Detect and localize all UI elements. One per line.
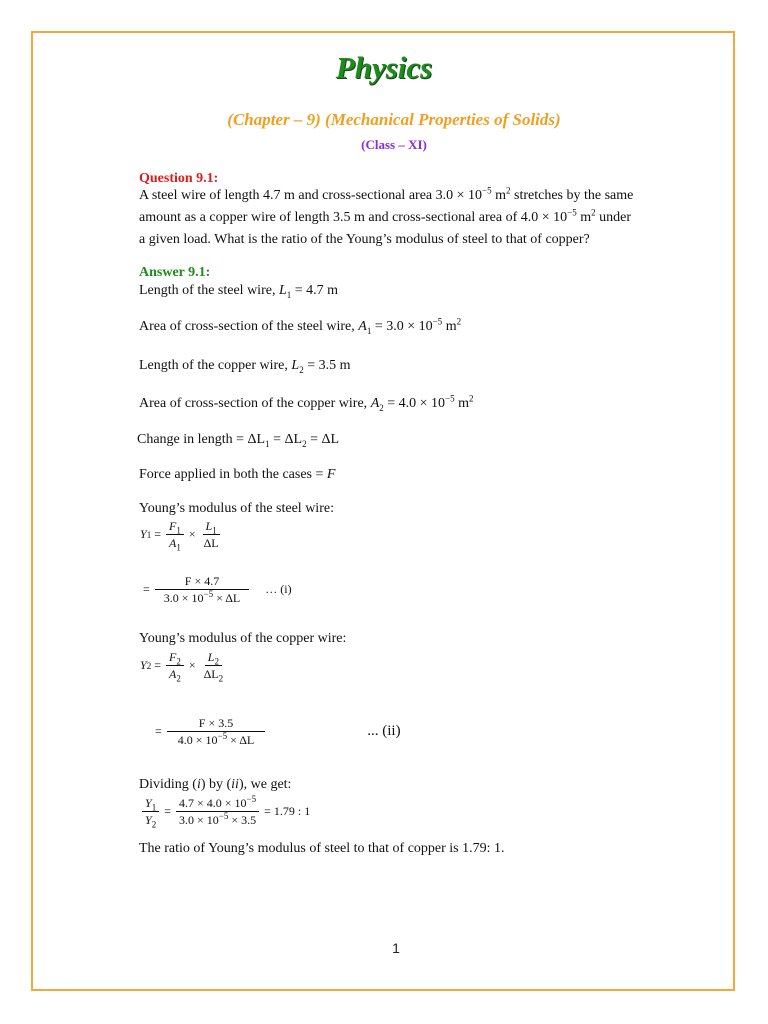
steel-area-line: Area of cross-section of the steel wire, $A_1 = 3.0 \times 10^{-5}$ $m^2$ xyxy=(139,316,462,336)
copper-modulus-substituted: = $\frac{F \times 3.5}{4.0 \times 10^{-5} \times \Delta L}$ ... (ii) xyxy=(155,716,401,747)
steel-modulus-label: Young’s modulus of the steel wire: xyxy=(139,501,334,516)
page-title: Physics xyxy=(335,50,433,85)
question-line-1: A steel wire of length 4.7 m and cross-sectional area $3.0 \times 10^{-5}$ $m^2$ stretches by the same xyxy=(139,185,634,203)
conclusion-line: The ratio of Young’s modulus of steel to that of copper is 1.79: 1. xyxy=(139,841,505,856)
question-heading: Question 9.1: xyxy=(139,171,219,186)
steel-length-line: Length of the steel wire, $L_1 = 4.7$ m xyxy=(139,283,339,300)
force-line: Force applied in both the cases = F xyxy=(139,467,336,482)
copper-area-line: Area of cross-section of the copper wire, $A_2 = 4.0 \times 10^{-5}$ $m^2$ xyxy=(139,393,474,413)
copper-modulus-label: Young’s modulus of the copper wire: xyxy=(139,631,347,646)
page-number: 1 xyxy=(392,940,400,956)
copper-length-line: Length of the copper wire, $L_2 = 3.5$ m xyxy=(139,358,351,375)
class-label: (Class – XI) xyxy=(361,137,427,152)
chapter-heading: (Chapter – 9) (Mechanical Properties of Solids) xyxy=(227,110,561,129)
question-line-3: a given load. What is the ratio of the Young’s modulus of steel to that of copper? xyxy=(139,232,590,247)
question-line-2: amount as a copper wire of length 3.5 m and cross-sectional area of $4.0 \times 10^{-5}$ $m^2$ under xyxy=(139,207,632,225)
dividing-line: Dividing (i) by (ii), we get: xyxy=(139,777,292,792)
change-in-length-line: Change in length = $\Delta L_1 = \Delta L_2 = \Delta L$ xyxy=(137,432,340,449)
answer-heading: Answer 9.1: xyxy=(139,265,211,280)
steel-modulus-substituted: = $\frac{F \times 4.7}{3.0 \times 10^{-5} \times \Delta L}$ … (i) xyxy=(143,574,292,605)
steel-modulus-formula: Y 1 = $\frac{F_1}{A_1}$ × $\frac{L_1}{\Delta L}$ xyxy=(140,519,219,553)
ratio-formula: $\frac{Y_1}{Y_2}$ = $\frac{4.7 \times 4.0 \times 10^{-5}}{3.0 \times 10^{-5} \times 3.5}$ = 1.79 : 1 xyxy=(140,796,313,827)
copper-modulus-formula: Y 2 = $\frac{F_2}{A_2}$ × $\frac{L_2}{\Delta L_2}$ xyxy=(140,650,224,684)
